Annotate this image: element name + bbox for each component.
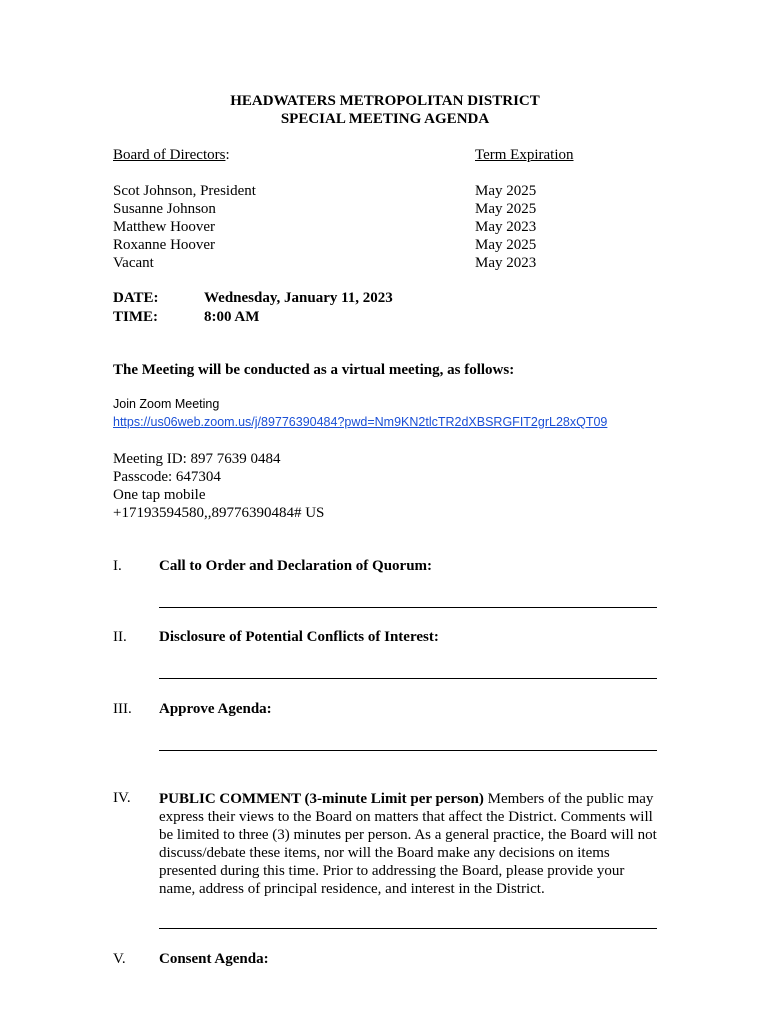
agenda-item-title: Consent Agenda: [159, 951, 269, 967]
agenda-item-title: PUBLIC COMMENT (3-minute Limit per person) [159, 791, 484, 807]
dial-in-number: +17193594580,,89776390484# US [113, 505, 325, 521]
director-name: Susanne Johnson [113, 201, 216, 217]
agenda-item-title: Call to Order and Declaration of Quorum: [159, 558, 433, 574]
date-value: Wednesday, January 11, 2023 [204, 290, 393, 306]
document-subtitle: SPECIAL MEETING AGENDA [280, 111, 490, 127]
board-label-colon: : [225, 147, 230, 163]
public-comment-paragraph [159, 790, 659, 898]
term-value: May 2025 [475, 183, 537, 199]
agenda-item-title: Disclosure of Potential Conflicts of Interest: [159, 629, 439, 645]
agenda-numeral: V. [113, 951, 126, 967]
virtual-meeting-note: The Meeting will be conducted as a virtual meeting, as follows: [113, 362, 515, 378]
notes-line [159, 678, 657, 679]
term-value: May 2025 [475, 237, 537, 253]
directors-list [113, 182, 256, 272]
notes-line [159, 607, 657, 608]
zoom-join-label: Join Zoom Meeting [113, 397, 220, 411]
director-name: Matthew Hoover [113, 219, 216, 235]
term-value: May 2025 [475, 201, 537, 217]
time-value: 8:00 AM [204, 309, 260, 325]
director-name: Scot Johnson, President [113, 183, 256, 199]
notes-line [159, 750, 657, 751]
agenda-numeral: III. [113, 701, 132, 717]
term-value: May 2023 [475, 255, 537, 271]
agenda-numeral: I. [113, 558, 122, 574]
meeting-id: Meeting ID: 897 7639 0484 [113, 451, 281, 467]
director-name: Vacant [113, 255, 154, 271]
time-label: TIME: [113, 309, 158, 325]
passcode: Passcode: 647304 [113, 469, 221, 485]
document-title: HEADWATERS METROPOLITAN DISTRICT [230, 93, 540, 109]
board-label-row [113, 147, 230, 164]
notes-line [159, 928, 657, 929]
terms-list [475, 182, 536, 272]
director-name: Roxanne Hoover [113, 237, 216, 253]
agenda-numeral: IV. [113, 790, 131, 806]
one-tap-mobile-label: One tap mobile [113, 487, 206, 503]
zoom-meeting-link[interactable]: https://us06web.zoom.us/j/89776390484?pwd=Nm9KN2tlcTR2dXBSRGFIT2grL28xQT09 [113, 415, 608, 429]
agenda-item-title: Approve Agenda: [159, 701, 272, 717]
zoom-details [113, 450, 324, 522]
public-comment-text: Members of the public may express their views to the Board on matters that affect the District. Comments will be limited to three (3) minutes per person. As a general practice, the Board will not discuss/debate these items, nor will the Board make any decisions on items presented during this time. Prior to addressing the Board, please provide your name, address of principal residence, and interest in the District. [159, 791, 657, 897]
agenda-numeral: II. [113, 629, 127, 645]
date-label: DATE: [113, 290, 159, 306]
term-value: May 2023 [475, 219, 537, 235]
term-expiration-label: Term Expiration [475, 147, 574, 163]
board-label: Board of Directors [113, 147, 226, 163]
